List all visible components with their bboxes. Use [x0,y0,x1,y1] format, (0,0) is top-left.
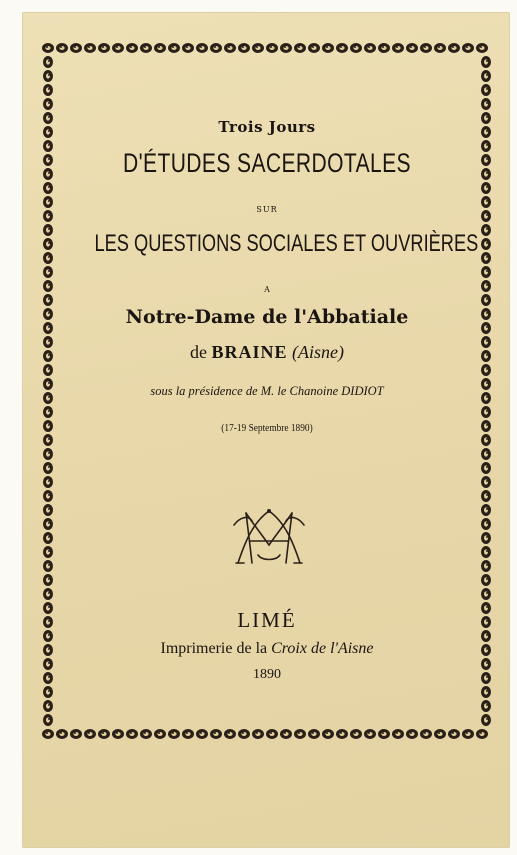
braine-name: BRAINE [211,342,288,362]
word-a: A [264,285,270,294]
publisher-line [40,640,494,658]
publisher-place: LIMÉ [237,608,297,632]
publisher-prefix: Imprimerie de la [160,640,268,657]
title-etudes-sacerdotales: D'ÉTUDES SACERDOTALES [122,148,411,178]
title-trois-jours: Trois Jours [218,118,316,136]
place-notre-dame: Notre-Dame de l'Abbatiale [125,306,409,328]
publication-year: 1890 [253,667,281,682]
publisher-name: Croix de l'Aisne [271,640,374,657]
am-monogram-icon [228,505,310,569]
title-questions-sociales: LES QUESTIONS SOCIALES ET OUVRIÈRES [94,230,479,257]
place-braine [40,342,494,363]
braine-prefix: de [190,342,207,362]
presidence-line: sous la présidence de M. le Chanoine DIDIOT [150,384,384,398]
date-line: (17-19 Septembre 1890) [221,422,313,434]
word-sur: SUR [256,205,278,214]
braine-suffix: (Aisne) [292,342,344,362]
